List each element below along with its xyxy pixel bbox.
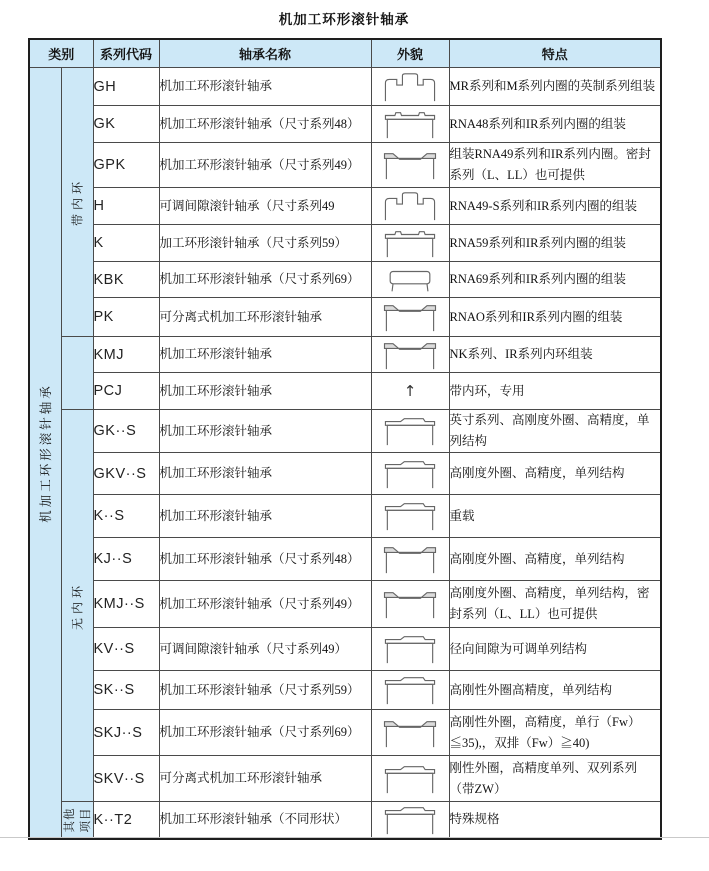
appearance-cell [371, 710, 449, 756]
bearing-name: 机加工环形滚针轴承（尺寸系列59） [159, 671, 371, 710]
appearance-cell [371, 671, 449, 710]
feature-text: RNA69系列和IR系列内圈的组装 [449, 262, 661, 298]
feature-text: 刚性外圈，高精度单列、双列系列（带ZW） [449, 756, 661, 802]
header-row [29, 39, 661, 68]
lid-bearing-section-icon [377, 107, 443, 141]
bearing-name: 可调间隙滚针轴承（尺寸系列49） [159, 628, 371, 671]
appearance-cell [371, 373, 449, 410]
feature-text: 高刚度外圈、高精度，单列结构 [449, 538, 661, 581]
series-code: K··S [93, 495, 159, 538]
appearance-cell [371, 495, 449, 538]
capsule-bearing-section-icon [377, 263, 443, 297]
up-arrow-icon: ↑ [403, 381, 417, 400]
table-row [29, 337, 661, 373]
feature-text: RNA49-S系列和IR系列内圈的组装 [449, 188, 661, 225]
table-row [29, 802, 661, 839]
table-row [29, 188, 661, 225]
appearance-cell [371, 262, 449, 298]
table-row [29, 68, 661, 106]
table-row [29, 410, 661, 453]
series-code: GPK [93, 143, 159, 188]
series-code: KJ··S [93, 538, 159, 581]
feature-text: 带内环，专用 [449, 373, 661, 410]
table-row [29, 628, 661, 671]
bearing-name: 可分离式机加工环形滚针轴承 [159, 298, 371, 337]
bearing-name: 机加工环形滚针轴承 [159, 68, 371, 106]
appearance-cell [371, 410, 449, 453]
feature-text: 高刚性外圈高精度，单列结构 [449, 671, 661, 710]
appearance-cell [371, 106, 449, 143]
feature-text: 高刚度外圈、高精度，单列结构 [449, 453, 661, 495]
feature-text: NK系列、IR系列内环组装 [449, 337, 661, 373]
col-header-appearance: 外貌 [371, 39, 449, 68]
bearing-name: 机加工环形滚针轴承（尺寸系列49） [159, 143, 371, 188]
table-row [29, 495, 661, 538]
bearing-name: 机加工环形滚针轴承（尺寸系列49） [159, 581, 371, 628]
vee-bearing-section-icon [377, 542, 443, 576]
table-row [29, 373, 661, 410]
table-row [29, 756, 661, 802]
table-row [29, 581, 661, 628]
subcategory-cell [61, 68, 93, 337]
series-code: KMJ··S [93, 581, 159, 628]
appearance-cell [371, 453, 449, 495]
feature-text: 径向间隙为可调单列结构 [449, 628, 661, 671]
series-code: GK··S [93, 410, 159, 453]
subcategory-vertical-label: 无内环 [70, 581, 85, 630]
table-row [29, 262, 661, 298]
feature-text: 特殊规格 [449, 802, 661, 839]
subcategory-cell [61, 337, 93, 410]
table-row [29, 106, 661, 143]
subcategory-label-part: 其他 [64, 807, 76, 833]
page-bottom-rule [0, 837, 709, 838]
table-row [29, 143, 661, 188]
series-code: PK [93, 298, 159, 337]
appearance-cell [371, 337, 449, 373]
category-vertical-label: 机加工环形滚针轴承 [39, 382, 54, 523]
col-header-features: 特点 [449, 39, 661, 68]
appearance-cell [371, 225, 449, 262]
lid2-bearing-section-icon [377, 499, 443, 533]
series-code: KV··S [93, 628, 159, 671]
series-code: PCJ [93, 373, 159, 410]
subcategory-vertical-label: 带内环 [70, 177, 85, 227]
bearing-name: 机加工环形滚针轴承（尺寸系列69） [159, 710, 371, 756]
vee-bearing-section-icon [377, 148, 443, 182]
appearance-cell [371, 298, 449, 337]
feature-text: 重载 [449, 495, 661, 538]
col-header-bearing-name: 轴承名称 [159, 39, 371, 68]
series-code: GH [93, 68, 159, 106]
table-row [29, 298, 661, 337]
bearing-name: 机加工环形滚针轴承 [159, 453, 371, 495]
subcategory-cell [61, 410, 93, 802]
bearing-name: 机加工环形滚针轴承（尺寸系列48） [159, 538, 371, 581]
appearance-cell [371, 538, 449, 581]
col-header-series-code: 系列代码 [93, 39, 159, 68]
series-code: SK··S [93, 671, 159, 710]
subcategory-label-part: 项目 [80, 807, 92, 833]
bearing-name: 机加工环形滚针轴承 [159, 373, 371, 410]
feature-text: RNA59系列和IR系列内圈的组装 [449, 225, 661, 262]
lid2-bearing-section-icon [377, 457, 443, 491]
table-row [29, 710, 661, 756]
appearance-cell [371, 581, 449, 628]
appearance-cell [371, 68, 449, 106]
table-row [29, 225, 661, 262]
bearing-name: 可调间隙滚针轴承（尺寸系列49 [159, 188, 371, 225]
appearance-cell [371, 628, 449, 671]
bearing-name: 机加工环形滚针轴承（不同形状） [159, 802, 371, 839]
vee-bearing-section-icon [377, 338, 443, 372]
feature-text: RNA48系列和IR系列内圈的组装 [449, 106, 661, 143]
lid2-bearing-section-icon [377, 673, 443, 707]
table-row [29, 538, 661, 581]
bearing-name: 机加工环形滚针轴承 [159, 410, 371, 453]
series-code: SKJ··S [93, 710, 159, 756]
col-header-category: 类别 [29, 39, 93, 68]
bearing-name: 机加工环形滚针轴承（尺寸系列69） [159, 262, 371, 298]
bearing-name: 机加工环形滚针轴承（尺寸系列48） [159, 106, 371, 143]
series-code: GK [93, 106, 159, 143]
series-code: GKV··S [93, 453, 159, 495]
feature-text: 组装RNA49系列和IR系列内圈。密封系列（L、LL）也可提供 [449, 143, 661, 188]
feature-text: 英寸系列、高刚度外圈、高精度，单列结构 [449, 410, 661, 453]
bearing-name: 机加工环形滚针轴承 [159, 337, 371, 373]
bearing-name: 加工环形滚针轴承（尺寸系列59） [159, 225, 371, 262]
series-code: SKV··S [93, 756, 159, 802]
table-row [29, 453, 661, 495]
series-code: K··T2 [93, 802, 159, 839]
feature-text: MR系列和M系列内圈的英制系列组装 [449, 68, 661, 106]
appearance-cell [371, 802, 449, 839]
appearance-cell [371, 188, 449, 225]
vee-bearing-section-icon [377, 587, 443, 621]
table-row [29, 671, 661, 710]
category-cell [29, 68, 61, 839]
page-title: 机加工环形滚针轴承 [278, 12, 410, 27]
lid2-bearing-section-icon [377, 414, 443, 448]
subcategory-cell [61, 802, 93, 839]
appearance-cell [371, 756, 449, 802]
feature-text: RNAO系列和IR系列内圈的组装 [449, 298, 661, 337]
feature-text: 高刚性外圈，高精度，单行（Fw）≦35),，双排（Fw）≧40) [449, 710, 661, 756]
series-code: H [93, 188, 159, 225]
series-code: KBK [93, 262, 159, 298]
bridge-bearing-section-icon [377, 189, 443, 223]
vee-bearing-section-icon [377, 300, 443, 334]
appearance-cell [371, 143, 449, 188]
bearing-name: 可分离式机加工环形滚针轴承 [159, 756, 371, 802]
series-code: KMJ [93, 337, 159, 373]
feature-text: 高刚度外圈、高精度，单列结构，密封系列（L、LL）也可提供 [449, 581, 661, 628]
lid2-bearing-section-icon [377, 632, 443, 666]
series-code: K [93, 225, 159, 262]
lid2-bearing-section-icon [377, 803, 443, 837]
vee-bearing-section-icon [377, 716, 443, 750]
lid-bearing-section-icon [377, 226, 443, 260]
lid2-bearing-section-icon [377, 762, 443, 796]
bridge-bearing-section-icon [377, 70, 443, 104]
bearing-name: 机加工环形滚针轴承 [159, 495, 371, 538]
bearing-table [28, 38, 662, 840]
